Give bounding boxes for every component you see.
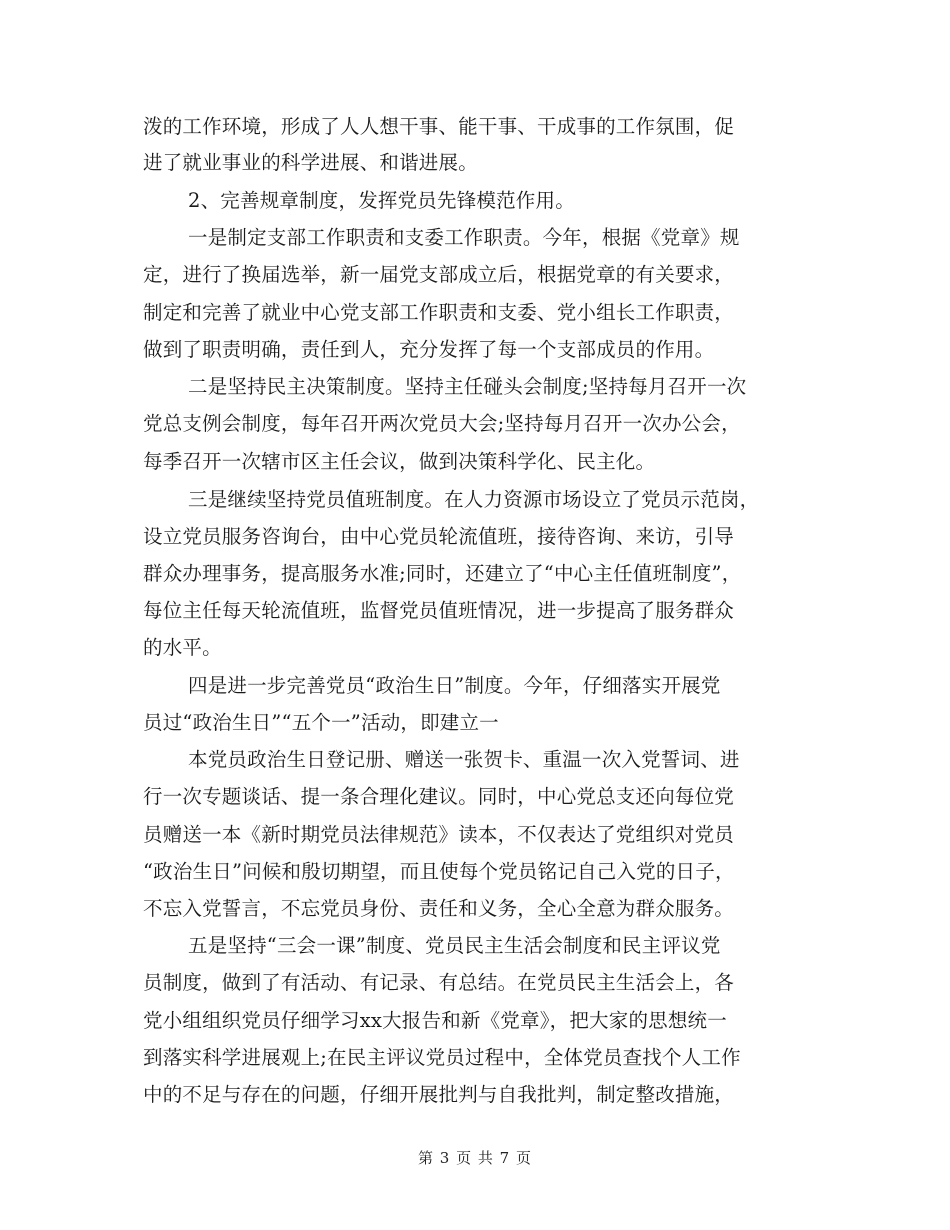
text-line: “政治生日”问候和殷切期望，而且使每个党员铭记自己入党的日子， — [143, 860, 735, 883]
text-line: 行一次专题谈话、提一条合理化建议。同时，中心党总支还向每位党 — [143, 785, 735, 808]
text-line: 定，进行了换届选举，新一届党支部成立后，根据党章的有关要求， — [143, 263, 735, 286]
text-line: 三是继续坚持党员值班制度。在人力资源市场设立了党员示范岗， — [188, 488, 760, 511]
text-line: 进了就业事业的科学进展、和谐进展。 — [143, 151, 478, 174]
text-line: 群众办理事务，提高服务水准;同时，还建立了“中心主任值班制度”， — [143, 562, 742, 585]
text-line: 二是坚持民主决策制度。坚持主任碰头会制度;坚持每月召开一次 — [188, 375, 747, 398]
text-line: 党总支例会制度，每年召开两次党员大会;坚持每月召开一次办公会， — [143, 412, 741, 435]
text-line: 员制度，做到了有活动、有记录、有总结。在党员民主生活会上，各 — [143, 971, 735, 994]
text-line: 不忘入党誓言，不忘党员身份、责任和义务，全心全意为群众服务。 — [143, 897, 735, 920]
text-line: 一是制定支部工作职责和支委工作职责。今年，根据《党章》规 — [188, 226, 740, 249]
text-line: 每季召开一次辖市区主任会议，做到决策科学化、民主化。 — [143, 450, 656, 473]
text-line: 党小组组织党员仔细学习xx大报告和新《党章》，把大家的思想统一 — [143, 1009, 727, 1032]
section-heading: 2、完善规章制度，发挥党员先锋模范作用。 — [188, 189, 575, 212]
text-line: 四是进一步完善党员“政治生日”制度。今年，仔细落实开展党 — [188, 674, 721, 697]
text-line: 员过“政治生日”“五个一”活动，即建立一 — [143, 711, 499, 734]
page-footer: 第 3 页 共 7 页 — [418, 1149, 532, 1167]
text-line: 五是坚持“三会一课”制度、党员民主生活会制度和民主评议党 — [188, 934, 721, 957]
text-line: 每位主任每天轮流值班，监督党员值班情况，进一步提高了服务群众 — [143, 599, 735, 622]
text-line: 本党员政治生日登记册、赠送一张贺卡、重温一次入党誓词、进 — [188, 748, 740, 771]
text-line: 设立党员服务咨询台，由中心党员轮流值班，接待咨询、来访，引导 — [143, 525, 735, 548]
text-line: 中的不足与存在的问题，仔细开展批判与自我批判，制定整改措施， — [143, 1083, 735, 1106]
text-line: 制定和完善了就业中心党支部工作职责和支委、党小组长工作职责， — [143, 301, 735, 324]
text-line: 做到了职责明确，责任到人，充分发挥了每一个支部成员的作用。 — [143, 338, 715, 361]
text-line: 泼的工作环境，形成了人人想干事、能干事、干成事的工作氛围，促 — [143, 115, 735, 138]
text-line: 员赠送一本《新时期党员法律规范》读本，不仅表达了党组织对党员 — [143, 823, 735, 846]
text-line: 的水平。 — [143, 636, 222, 659]
text-line: 到落实科学进展观上;在民主评议党员过程中，全体党员查找个人工作 — [143, 1046, 741, 1069]
